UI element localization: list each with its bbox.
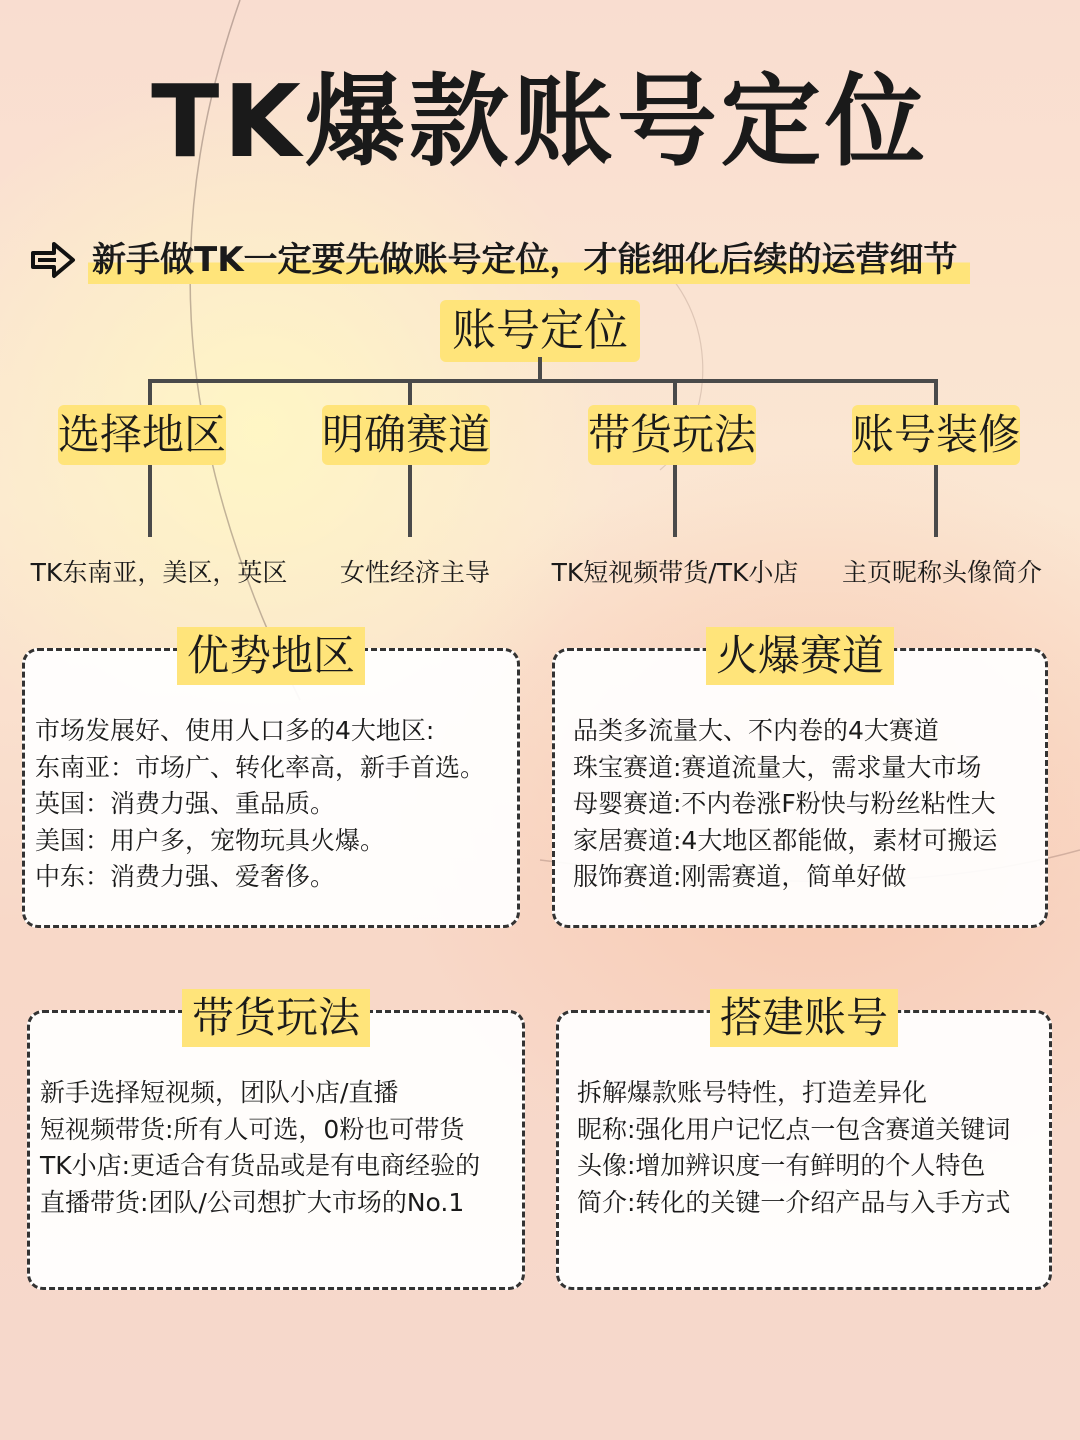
branch-label-niche: 明确赛道 bbox=[322, 405, 490, 465]
branch-label-selling-mode: 带货玩法 bbox=[588, 405, 756, 465]
card-title: 火爆赛道 bbox=[706, 627, 894, 685]
card-line: 直播带货:团队/公司想扩大市场的No.1 bbox=[40, 1187, 465, 1217]
card-line: 昵称:强化用户记忆点一包含赛道关键词 bbox=[577, 1114, 1011, 1144]
card-advantage-regions bbox=[22, 631, 520, 928]
card-line: 短视频带货:所有人可选，0粉也可带货 bbox=[40, 1114, 465, 1144]
branch-detail-selling-mode: TK短视频带货/TK小店 bbox=[551, 558, 799, 587]
card-body bbox=[40, 1075, 516, 1221]
card-body bbox=[573, 713, 1039, 896]
subtitle-row bbox=[30, 232, 1050, 288]
card-body bbox=[577, 1075, 1043, 1221]
card-title: 搭建账号 bbox=[710, 989, 898, 1047]
card-line: 服饰赛道:刚需赛道，简单好做 bbox=[573, 862, 907, 891]
arrow-right-icon bbox=[30, 240, 76, 280]
card-body bbox=[35, 713, 511, 896]
card-line: 东南亚：市场广、转化率高，新手首选。 bbox=[35, 752, 486, 782]
card-hot-niches bbox=[552, 631, 1048, 928]
branch-detail-niche: 女性经济主导 bbox=[339, 558, 490, 587]
card-line: 简介:转化的关键一介绍产品与入手方式 bbox=[577, 1187, 1011, 1217]
card-line: TK小店:更适合有货品或是有电商经验的 bbox=[40, 1151, 481, 1180]
page-title: TK爆款账号定位 bbox=[151, 63, 929, 180]
card-line: 市场发展好、使用人口多的4大地区: bbox=[35, 716, 435, 745]
card-line: 新手选择短视频，团队小店/直播 bbox=[40, 1078, 399, 1107]
card-line: 品类多流量大、不内卷的4大赛道 bbox=[573, 716, 939, 745]
card-build-account bbox=[556, 993, 1052, 1290]
branch-label-region: 选择地区 bbox=[58, 405, 226, 465]
card-line: 母婴赛道:不内卷涨F粉快与粉丝粘性大 bbox=[573, 789, 996, 818]
card-line: 拆解爆款账号特性，打造差异化 bbox=[577, 1078, 928, 1107]
card-selling-modes bbox=[27, 993, 525, 1290]
branch-label-account-setup: 账号装修 bbox=[852, 405, 1020, 465]
card-line: 美国：用户多，宠物玩具火爆。 bbox=[35, 825, 386, 855]
branch-detail-account-setup: 主页昵称头像简介 bbox=[841, 558, 1042, 587]
card-line: 英国：消费力强、重品质。 bbox=[35, 789, 336, 818]
card-line: 中东：消费力强、爱奢侈。 bbox=[35, 862, 336, 891]
card-line: 家居赛道:4大地区都能做，素材可搬运 bbox=[573, 825, 998, 855]
tree-root-label: 账号定位 bbox=[440, 300, 640, 362]
card-title: 带货玩法 bbox=[182, 989, 370, 1047]
branch-detail-region: TK东南亚，美区，英区 bbox=[30, 558, 288, 587]
subtitle-text: 新手做TK一定要先做账号定位，才能细化后续的运营细节 bbox=[88, 236, 970, 284]
card-line: 头像:增加辨识度一有鲜明的个人特色 bbox=[577, 1151, 986, 1180]
card-line: 珠宝赛道:赛道流量大，需求量大市场 bbox=[573, 752, 982, 782]
card-title: 优势地区 bbox=[177, 627, 365, 685]
